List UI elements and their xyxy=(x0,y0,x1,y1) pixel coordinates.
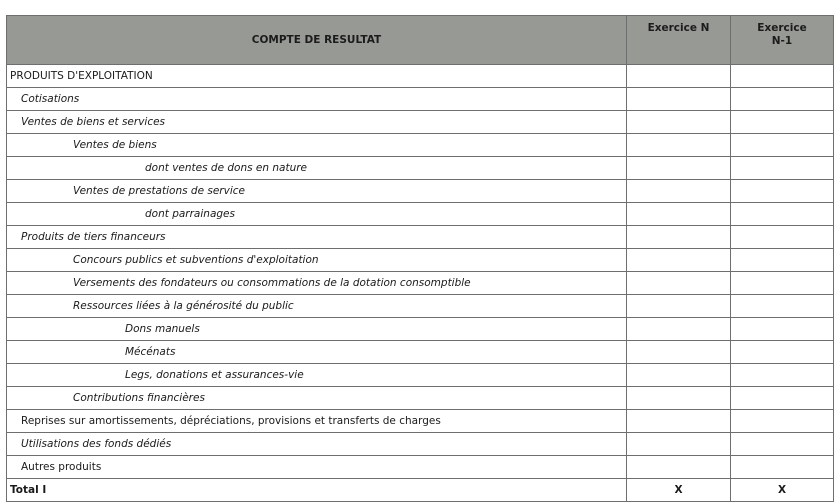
table-row xyxy=(7,479,834,502)
row-label: Concours publics et subventions d'exploitation xyxy=(7,249,627,272)
cell-exercice-n[interactable] xyxy=(627,318,731,341)
row-label: Cotisations xyxy=(7,88,627,111)
cell-exercice-n[interactable] xyxy=(627,410,731,433)
cell-exercice-n[interactable] xyxy=(627,364,731,387)
cell-exercice-n-1[interactable] xyxy=(731,387,834,410)
row-label: Autres produits xyxy=(7,456,627,479)
table-row xyxy=(7,134,834,157)
header-exercice-n: Exercice N xyxy=(627,16,731,65)
cell-exercice-n-1[interactable] xyxy=(731,203,834,226)
cell-exercice-n-1[interactable] xyxy=(731,88,834,111)
table-row xyxy=(7,295,834,318)
cell-exercice-n-1[interactable] xyxy=(731,134,834,157)
cell-exercice-n[interactable] xyxy=(627,249,731,272)
table-row xyxy=(7,456,834,479)
row-label: Legs, donations et assurances-vie xyxy=(7,364,627,387)
header-compte-de-resultat: COMPTE DE RESULTAT xyxy=(7,16,627,65)
table-body xyxy=(7,65,834,502)
income-statement-table xyxy=(6,15,834,502)
header-n1-line2: N-1 xyxy=(771,35,793,47)
table-row xyxy=(7,249,834,272)
table-row xyxy=(7,111,834,134)
table-row xyxy=(7,433,834,456)
cell-exercice-n-1[interactable] xyxy=(731,249,834,272)
row-label: Contributions financières xyxy=(7,387,627,410)
table-row xyxy=(7,88,834,111)
row-label: Utilisations des fonds dédiés xyxy=(7,433,627,456)
cell-exercice-n[interactable] xyxy=(627,111,731,134)
table-row xyxy=(7,364,834,387)
table-row xyxy=(7,226,834,249)
row-label: Total I xyxy=(7,479,627,502)
table-row xyxy=(7,318,834,341)
cell-exercice-n[interactable] xyxy=(627,433,731,456)
row-label: Produits de tiers financeurs xyxy=(7,226,627,249)
row-label: Ressources liées à la générosité du public xyxy=(7,295,627,318)
row-label: dont parrainages xyxy=(7,203,627,226)
row-label: dont ventes de dons en nature xyxy=(7,157,627,180)
cell-exercice-n[interactable] xyxy=(627,157,731,180)
cell-exercice-n[interactable] xyxy=(627,180,731,203)
header-row xyxy=(7,16,834,65)
row-label: Reprises sur amortissements, dépréciations, provisions et transferts de charges xyxy=(7,410,627,433)
header-exercice-n-1 xyxy=(731,16,834,65)
row-label: Versements des fondateurs ou consommations de la dotation consomptible xyxy=(7,272,627,295)
table-row xyxy=(7,272,834,295)
row-label: PRODUITS D'EXPLOITATION xyxy=(7,65,627,88)
cell-exercice-n-1[interactable]: X xyxy=(731,479,834,502)
table-row xyxy=(7,157,834,180)
row-label: Mécénats xyxy=(7,341,627,364)
cell-exercice-n[interactable] xyxy=(627,203,731,226)
row-label: Ventes de prestations de service xyxy=(7,180,627,203)
cell-exercice-n-1[interactable] xyxy=(731,111,834,134)
table-row xyxy=(7,203,834,226)
table-row xyxy=(7,180,834,203)
cell-exercice-n-1[interactable] xyxy=(731,456,834,479)
header-n1-line1: Exercice xyxy=(757,22,807,34)
cell-exercice-n[interactable] xyxy=(627,65,731,88)
table-row xyxy=(7,410,834,433)
cell-exercice-n[interactable] xyxy=(627,226,731,249)
cell-exercice-n-1[interactable] xyxy=(731,410,834,433)
cell-exercice-n-1[interactable] xyxy=(731,295,834,318)
cell-exercice-n[interactable] xyxy=(627,88,731,111)
cell-exercice-n-1[interactable] xyxy=(731,157,834,180)
cell-exercice-n[interactable] xyxy=(627,387,731,410)
cell-exercice-n[interactable] xyxy=(627,134,731,157)
cell-exercice-n-1[interactable] xyxy=(731,364,834,387)
cell-exercice-n[interactable] xyxy=(627,456,731,479)
cell-exercice-n[interactable] xyxy=(627,295,731,318)
cell-exercice-n-1[interactable] xyxy=(731,272,834,295)
cell-exercice-n[interactable] xyxy=(627,341,731,364)
cell-exercice-n[interactable]: X xyxy=(627,479,731,502)
row-label: Ventes de biens et services xyxy=(7,111,627,134)
cell-exercice-n-1[interactable] xyxy=(731,180,834,203)
table-row xyxy=(7,387,834,410)
cell-exercice-n-1[interactable] xyxy=(731,341,834,364)
table-row xyxy=(7,65,834,88)
cell-exercice-n[interactable] xyxy=(627,272,731,295)
row-label: Ventes de biens xyxy=(7,134,627,157)
table-row xyxy=(7,341,834,364)
row-label: Dons manuels xyxy=(7,318,627,341)
cell-exercice-n-1[interactable] xyxy=(731,318,834,341)
cell-exercice-n-1[interactable] xyxy=(731,65,834,88)
cell-exercice-n-1[interactable] xyxy=(731,226,834,249)
cell-exercice-n-1[interactable] xyxy=(731,433,834,456)
